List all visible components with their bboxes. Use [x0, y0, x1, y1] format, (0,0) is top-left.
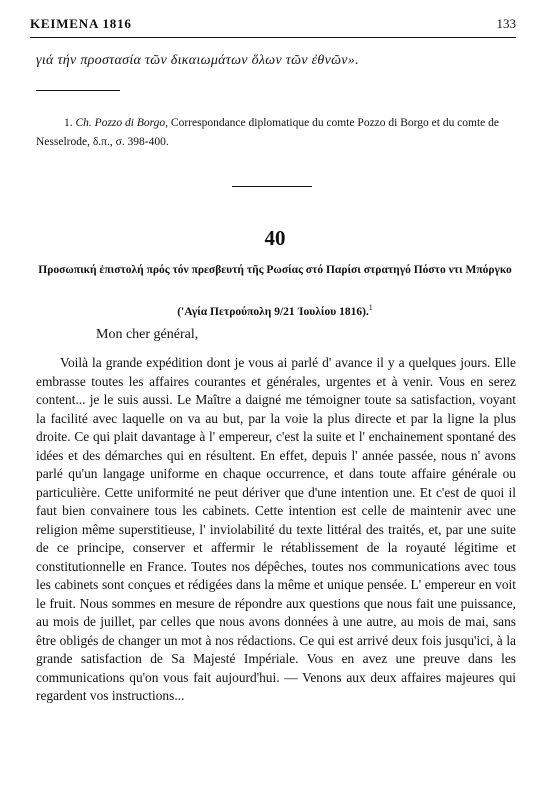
header-rule [30, 37, 516, 38]
dateline-text: ('Αγία Πετρούπολη 9/21 Ἰουλίου 1816). [177, 305, 369, 318]
letter-salutation: Mon cher général, [96, 327, 199, 342]
document-heading: Προσωπική ἐπιστολή πρός τόν πρεσβευτή τῆς Ρωσίας στό Παρίσι στρατηγό Πόστο ντι Μπόργκο [38, 264, 512, 276]
footnote-title: Correspondance diplomatique du comte Pozzo di Borgo et du comte de [170, 117, 500, 129]
document-number: 40 [264, 226, 286, 250]
running-title: ΚΕΙΜΕΝΑ 1816 [30, 16, 132, 31]
document-dateline [38, 298, 512, 322]
footnote-author: Ch. Pozzo di Borgo, [75, 117, 169, 129]
page-number: 133 [496, 16, 516, 31]
footnote-marker: 1. [64, 117, 73, 129]
running-head [30, 16, 516, 38]
continued-text: γιά τήν προστασία τῶν δικαιωμάτων ὅλων τῶν ἐθνῶν». [36, 53, 359, 68]
footnote [36, 114, 514, 152]
dateline-note-marker: 1 [368, 303, 373, 312]
letter-body: Voilà la grande expédition dont je vous ai parlé d' avance il y a quelques jours. Elle embrasse toutes les affaires courantes et générales, urgentes et à venir. Vous en serez content... je le suis aussi. Le Maître a daigné me témoigner toute sa satisfaction, voyant la facilité avec laquelle on va au but, par la voie la plus directe et par la ligne la plus droite. Ce qui plait davantage à l' empereur, c'est la suite et l' enchainement spontané des idées et des démarches qui en résultent. En effet, depuis l' année passée, nous n' avons parlé qu'un langage uniforme en chaque occurrence, et dans toute affaire générale ou particulière. Cette uniformité ne peut dériver que d'une intention une. Et c'est de quoi il faut bien convainere tous les cabinets. Cette intention est celle de maintenir avec une religion même superstitieuse, l' inviolabilité du texte littéral des traités, et, par une suite de ce principe, conserver et affermir le rétablissement de la royauté légitime et constitutionnelle en France. Toutes nos dépêches, toutes nos communications avec tous les cabinets sont conçues et rédigées dans la même et unique pensée. L' empereur en voit le fruit. Nous sommes en mesure de répondre aux questions que nous fait une puissance, au mois de juillet, par celles que nous avons données à une autre, au mois de mai, sans être obligés de changer un mot à nos rédactions. Ce qui est arrivé deux fois jusqu'ici, à la grande satisfaction de Sa Majesté Impériale. Vous en avez une preuve dans les communications qu'on vous fait aujourd'hui. — Venons aux deux affaires majeures qui regardent vos instructions... [36, 355, 516, 703]
footnote-rule [36, 90, 120, 91]
section-divider [232, 186, 312, 187]
footnote-line-1 [36, 114, 514, 133]
footnote-line-2: Nesselrode, δ.π., σ. 398-400. [36, 136, 169, 148]
